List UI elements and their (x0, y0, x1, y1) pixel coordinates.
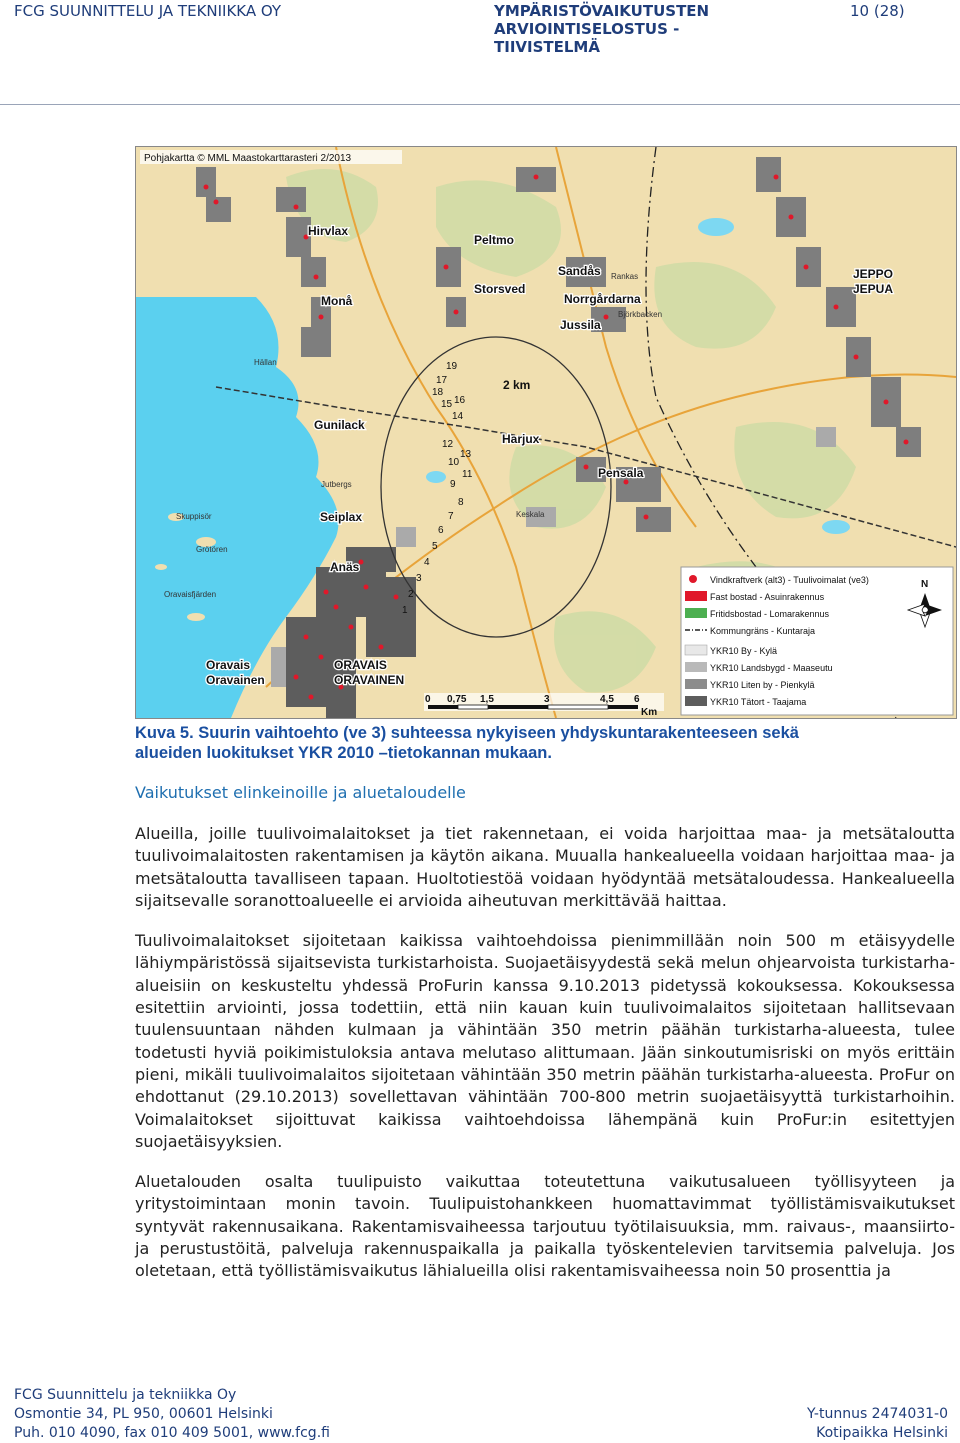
place-label: Anäs (330, 560, 360, 574)
place-label: Oravais (206, 658, 251, 672)
legend-item-ykr-village (685, 645, 777, 656)
place-label: Sandås (558, 264, 601, 278)
turbine-number: 3 (416, 573, 422, 584)
caption-line-2: alueiden luokitukset YKR 2010 –tietokannan mukaan. (135, 743, 552, 762)
svg-text:Fast bostad - Asuinrakennus: Fast bostad - Asuinrakennus (710, 592, 825, 602)
swatch-icon (685, 696, 707, 706)
legend-item-holiday-home (685, 608, 830, 619)
header-title-line-1: YMPÄRISTÖVAIKUTUSTEN (494, 2, 710, 20)
figure-caption (135, 724, 935, 763)
scale-tick: 1,5 (480, 694, 494, 705)
svg-text:Kommungräns - Kuntaraja: Kommungräns - Kuntaraja (710, 626, 816, 636)
page-footer (14, 1386, 954, 1443)
turbine-number: 17 (436, 375, 448, 386)
turbine-number: 8 (458, 497, 464, 508)
svg-text:YKR10 Tätort - Taajama: YKR10 Tätort - Taajama (710, 697, 807, 707)
svg-text:YKR10 Liten by - Pienkylä: YKR10 Liten by - Pienkylä (710, 680, 815, 690)
header-divider (0, 104, 960, 105)
small-place-label: Skuppisör (176, 512, 212, 521)
footer-address: Osmontie 34, PL 950, 00601 Helsinki (14, 1406, 273, 1422)
paragraph: Tuulivoimalaitokset sijoitetaan kaikissa vaihtoehdoissa pienimmillään noin 500 m etäisyydelle lähiympäristössä sijaitsevista turkistarhoista. Suojaetäisyydestä sekä melun ohjearvoista turkistarha-alueisiin on keskusteltu yhdessä ProFurin kanssa 9.10.2013 pidetyssä kokouksessa. Kokouksessa esitettiin arviointi, jossa todettiin, että niin kauan kuin tuulivoimalaitos sijoitetaan hallitsevaan tuulensuuntaan nähden kulmaan ja vähintään 350 metrin päähän turkistarha-alueesta, tulee todetusti hyviä poikimistuloksia antava melutaso alittumaan. Jään sinkoutumisriski on myös erittäin pieni, mikäli tuulivoimalaitos sijoitetaan vähintään 350 metrin päähän turkistarha-alueesta. ProFur on ehdottanut (29.10.2013) sovellettavan vähintään 700-800 metrin suojaetäisyyttä turkistarhoihin. Voimalaitokset sijoittuvat kaikissa vaihtoehdoissa lähempänä kuin ProFur:in esitettyjen suojaetäisyyksien. (135, 931, 955, 1151)
swatch-icon (685, 662, 707, 672)
main-content (135, 782, 955, 1301)
place-label: Hirvlax (308, 224, 349, 238)
swatch-icon (685, 679, 707, 689)
turbine-number: 11 (462, 469, 473, 480)
place-label: JEPUA (853, 282, 894, 296)
svg-text:Fritidsbostad - Lomarakennus: Fritidsbostad - Lomarakennus (710, 609, 830, 619)
turbine-number: 19 (446, 361, 458, 372)
small-place-label: Grötören (196, 545, 228, 554)
footer-company: FCG Suunnittelu ja tekniikka Oy (14, 1387, 237, 1403)
turbine-number: 9 (450, 479, 456, 490)
swatch-icon (685, 591, 707, 601)
svg-text:YKR10 By - Kylä: YKR10 By - Kylä (710, 646, 778, 656)
scale-unit: Km (641, 707, 658, 718)
distance-label: 2 km (503, 378, 531, 392)
map-figure (135, 146, 957, 719)
legend-item-turbine (689, 575, 869, 585)
header-document-title (494, 2, 709, 56)
place-label: Peltmo (474, 233, 515, 247)
page-number: 10 (28) (850, 2, 905, 20)
place-label: Seiplax (320, 510, 363, 524)
turbine-number: 1 (402, 605, 408, 616)
footer-business-id: Y-tunnus 2474031-0 (807, 1406, 948, 1422)
place-label: ORAVAIS (334, 658, 387, 672)
footer-domicile: Kotipaikka Helsinki (816, 1425, 948, 1441)
scale-tick: 4,5 (600, 694, 614, 705)
footer-contact: Puh. 010 4090, fax 010 409 5001, www.fcg.fi (14, 1425, 330, 1441)
place-label: ORAVAINEN (334, 673, 405, 687)
svg-text:N: N (921, 579, 929, 590)
turbine-number: 18 (432, 387, 444, 398)
turbine-number: 2 (408, 589, 414, 600)
header-company: FCG SUUNNITTELU JA TEKNIIKKA OY (14, 2, 282, 20)
map-legend (681, 567, 953, 715)
place-label: Storsved (474, 282, 526, 296)
place-label: Oravainen (206, 673, 265, 687)
turbine-marker-icon (689, 575, 697, 583)
scale-tick: 0 (425, 694, 431, 705)
header-title-line-2: ARVIOINTISELOSTUS - (494, 20, 680, 38)
place-label: JEPPO (853, 267, 894, 281)
small-place-label: Oravaisfjärden (164, 590, 217, 599)
turbine-number: 5 (432, 541, 438, 552)
place-label: Monå (321, 294, 353, 308)
place-label: Harjux (502, 432, 540, 446)
map-copyright: Pohjakartta © MML Maastokarttarasteri 2/2013 (144, 153, 352, 164)
small-place-label: Rankas (611, 272, 639, 281)
turbine-number: 13 (460, 449, 472, 460)
turbine-number: 4 (424, 557, 430, 568)
turbine-number: 12 (442, 439, 454, 450)
scale-tick: 0,75 (447, 694, 467, 705)
caption-line-1: Kuva 5. Suurin vaihtoehto (ve 3) suhteessa nykyiseen yhdyskuntarakenteeseen sekä (135, 724, 799, 742)
legend-item-permanent-dwelling (685, 591, 825, 602)
small-place-label: Björkbacken (618, 310, 663, 319)
legend-item-ykr-urban (685, 696, 806, 707)
small-place-label: Hällan (254, 358, 277, 367)
turbine-number: 15 (441, 399, 453, 410)
small-place-label: Jutbergs (321, 480, 352, 489)
place-label: Jussila (560, 318, 601, 332)
page-header (0, 0, 960, 105)
legend-item-ykr-small-village (685, 679, 815, 690)
turbine-number: 7 (448, 511, 454, 522)
small-place-label: Keskala (516, 510, 545, 519)
place-label: Pensala (598, 466, 644, 480)
turbine-number: 14 (452, 411, 464, 422)
turbine-number: 6 (438, 525, 444, 536)
paragraph: Alueilla, joille tuulivoimalaitokset ja tiet rakennetaan, ei voida harjoittaa maa- ja metsätaloutta tuulivoimalaitosten rakentamisen ja käytön aikana. Muualla hankealueella voidaan harjoittaa maa- ja metsätaloutta tavalliseen tapaan. Huoltotiestöä voidaan hyödyntää metsätaloudessa. Hankealueella sijaitsevalle soranottoalueelle ei arvioida aiheutuvan merkittävää haittaa. (135, 824, 955, 910)
header-title-line-3: TIIVISTELMÄ (494, 38, 600, 56)
scale-tick: 6 (634, 694, 640, 705)
place-label: Norrgårdarna (564, 292, 641, 306)
svg-text:Vindkraftverk (alt3) - Tuulivo: Vindkraftverk (alt3) - Tuulivoimalat (ve3) (710, 575, 869, 585)
turbine-number: 16 (454, 395, 466, 406)
scale-tick: 3 (544, 694, 550, 705)
swatch-icon (685, 645, 707, 655)
turbine-number: 10 (448, 457, 460, 468)
paragraph: Aluetalouden osalta tuulipuisto vaikuttaa toteutettuna vaikutusalueen työllisyyteen ja yritystoimintaan monin tavoin. Tuulipuistohankkeen huomattavimmat työllistämisvaikutukset syntyvät rakennusaikana. Rakentamisvaiheessa tarjoutuu työtilaisuuksia, mm. raivaus-, maansiirto- ja perustustöitä, palveluja rakennuspaikalla ja paikalla työskentelevien tarvitsemia palveluja. Jos oletetaan, että työllistämisvaikutus lähialueilla olisi rakentamisvaiheessa noin 50 prosenttia ja (135, 1172, 955, 1281)
svg-text:YKR10 Landsbygd - Maaseutu: YKR10 Landsbygd - Maaseutu (710, 663, 833, 673)
place-label: Gunilack (314, 418, 365, 432)
section-heading: Vaikutukset elinkeinoille ja aluetaloudelle (135, 783, 466, 802)
swatch-icon (685, 608, 707, 618)
